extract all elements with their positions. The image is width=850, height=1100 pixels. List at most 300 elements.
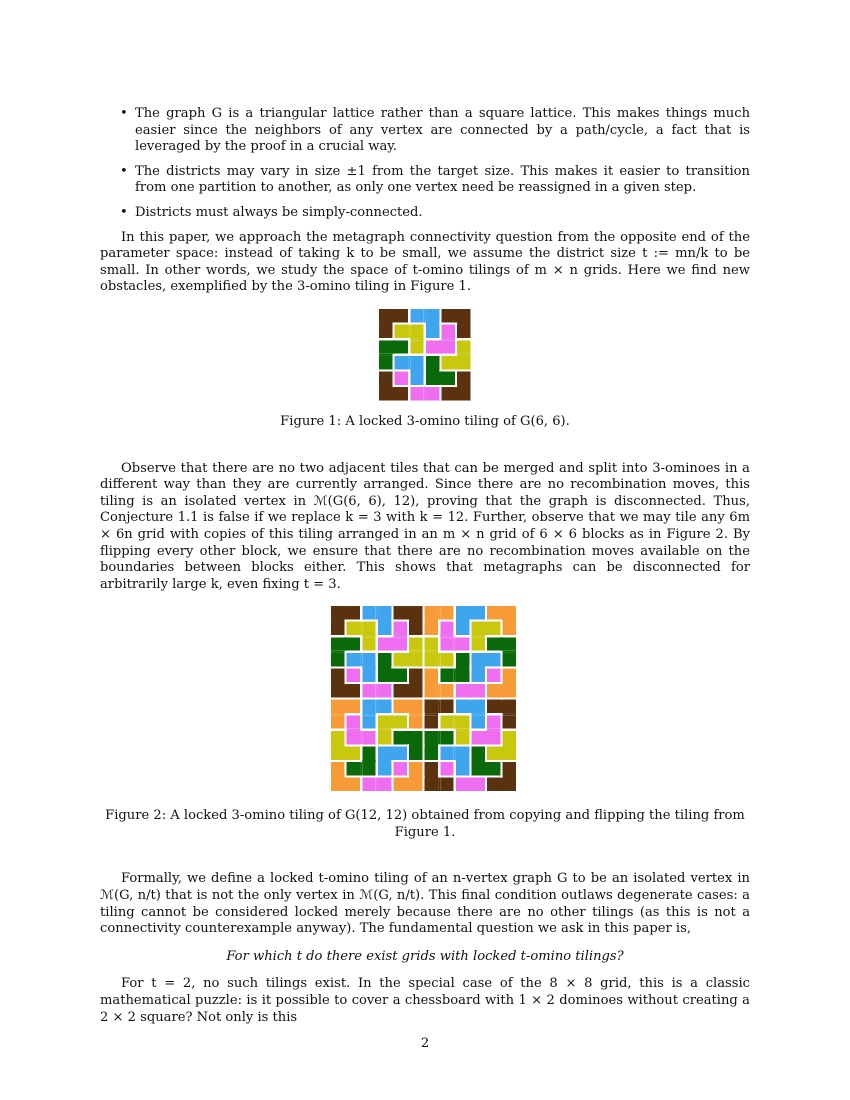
tile-seam [502, 682, 515, 684]
tile-seam [500, 747, 502, 760]
tile-cell [455, 669, 468, 682]
paragraph-intro: In this paper, we approach the metagraph connectivity question from the opposite end of the parameter space: instead of taking k to be small, we assume the district size t := mn/k to be small. In other words, we study the space of t-omino tilings of m × n grids. Here we find new obstacles, exemplified by the 3-omino tiling in Figure 1. [100, 229, 750, 295]
page-number: 2 [420, 1036, 430, 1051]
figure-1 [100, 308, 750, 431]
tile-seam [410, 338, 423, 340]
tile-cell [424, 638, 437, 651]
tile-seam [391, 747, 393, 760]
tile-cell [346, 653, 359, 666]
tile-cell [424, 731, 437, 744]
tile-seam [331, 713, 344, 715]
tile-seam [406, 700, 408, 713]
tile-cell [410, 387, 423, 400]
tile-cell [331, 622, 344, 635]
tile-cell [471, 684, 484, 697]
tile-cell [426, 340, 439, 353]
tile-seam [360, 622, 362, 635]
tile-cell [362, 731, 375, 744]
tile-cell [471, 638, 484, 651]
tile-cell [377, 731, 390, 744]
tile-seam [500, 638, 502, 651]
tile-seam [409, 745, 422, 747]
tile-cell [346, 606, 359, 619]
bullet-item [100, 205, 750, 222]
tile-cell [455, 762, 468, 775]
tile-cell [409, 638, 422, 651]
tile-seam [391, 669, 393, 682]
tile-cell [424, 669, 437, 682]
tile-seam [424, 620, 437, 622]
tile-cell [377, 669, 390, 682]
tile-cell [377, 778, 390, 791]
tile-seam [457, 385, 470, 387]
tile-cell [409, 731, 422, 744]
tile-cell [455, 700, 468, 713]
bullet-text: The districts may vary in size ±1 from the target size. This makes it easier to transition from one partition to another, as only one vertex need be reassigned in a given step. [135, 163, 750, 196]
tile-cell [424, 622, 437, 635]
tile-seam [424, 713, 437, 715]
tile-seam [500, 606, 502, 619]
tile-cell [487, 747, 500, 760]
tile-cell [502, 606, 515, 619]
page-body [100, 100, 750, 1026]
tile-cell [379, 371, 392, 384]
tile-cell [487, 762, 500, 775]
tile-cell [455, 778, 468, 791]
tile-cell [424, 747, 437, 760]
tile-seam [500, 684, 502, 697]
tile-seam [377, 620, 390, 622]
tile-seam [406, 731, 408, 744]
tile-cell [426, 371, 439, 384]
tile-seam [424, 776, 437, 778]
tile-cell [362, 638, 375, 651]
tile-seam [393, 340, 395, 353]
tile-cell [440, 684, 453, 697]
tile-seam [344, 606, 346, 619]
tile-seam [408, 325, 410, 338]
tile-cell [331, 731, 344, 744]
tile-cell [362, 669, 375, 682]
tile-cell [487, 684, 500, 697]
tile-cell [426, 356, 439, 369]
tile-cell [502, 731, 515, 744]
tile-cell [471, 731, 484, 744]
tile-seam [375, 606, 377, 619]
tile-seam [362, 713, 375, 715]
tile-cell [377, 684, 390, 697]
tile-cell [502, 653, 515, 666]
tile-seam [500, 778, 502, 791]
tile-seam [442, 338, 455, 340]
tile-cell [424, 653, 437, 666]
tile-cell [377, 700, 390, 713]
tile-cell [410, 371, 423, 384]
tile-seam [409, 776, 422, 778]
tile-seam [424, 387, 426, 400]
tile-cell [377, 606, 390, 619]
tile-cell [471, 606, 484, 619]
tile-seam [455, 309, 457, 322]
tile-cell [502, 669, 515, 682]
tile-seam [331, 682, 344, 684]
tile-seam [439, 371, 441, 384]
tile-seam [406, 653, 408, 666]
bullet-item [100, 106, 750, 156]
tile-seam [439, 340, 441, 353]
tile-cell [393, 762, 406, 775]
tile-seam [469, 606, 471, 619]
paragraph-domino: For t = 2, no such tilings exist. In the special case of the 8 × 8 grid, this is a classic mathematical puzzle: is it possible to cover a chessboard with 1 × 2 dominoes without creating a 2 × 2 square? Not only is this [100, 976, 750, 1025]
paragraph-definition: Formally, we define a locked t-omino tiling of an n-vertex graph G to be an isolated vertex in ℳ(G, n/t) that is not the only vertex in ℳ(G, n/t). This final condition outlaws degenerate cases: a tiling cannot be considered locked merely because there are no other tilings (as this is not a connectivity counterexample anyway). The fundamental question we ask in this paper is, [100, 871, 750, 937]
tile-seam [391, 716, 393, 729]
tile-seam [455, 760, 468, 762]
tile-seam [331, 620, 344, 622]
tile-cell [426, 387, 439, 400]
tile-cell [442, 356, 455, 369]
tile-cell [362, 716, 375, 729]
tile-seam [484, 653, 486, 666]
tile-seam [408, 356, 410, 369]
tile-seam [360, 762, 362, 775]
tile-cell [379, 309, 392, 322]
tile-seam [393, 387, 395, 400]
tile-cell [471, 716, 484, 729]
tile-cell [362, 606, 375, 619]
tile-cell [487, 606, 500, 619]
tile-seam [438, 606, 440, 619]
tile-cell [442, 371, 455, 384]
tile-seam [500, 700, 502, 713]
tile-seam [379, 385, 392, 387]
tile-seam [393, 635, 406, 637]
tile-seam [344, 778, 346, 791]
tile-cell [346, 731, 359, 744]
tile-seam [471, 713, 484, 715]
central-question: For which t do there exist grids with locked t-omino tilings? [226, 948, 624, 964]
tile-seam [487, 729, 500, 731]
tile-seam [438, 700, 440, 713]
tile-cell [440, 653, 453, 666]
tile-seam [455, 356, 457, 369]
tile-cell [393, 638, 406, 651]
tile-cell [377, 762, 390, 775]
tile-cell [502, 716, 515, 729]
tile-cell [393, 653, 406, 666]
tile-cell [395, 340, 408, 353]
tile-cell [455, 638, 468, 651]
tile-seam [438, 778, 440, 791]
tile-seam [424, 682, 437, 684]
tile-cell [502, 747, 515, 760]
tile-seam [331, 776, 344, 778]
tile-seam [362, 667, 375, 669]
tile-seam [471, 760, 484, 762]
tile-cell [502, 638, 515, 651]
tile-cell [455, 731, 468, 744]
bullet-icon: • [120, 163, 128, 179]
tile-cell [393, 731, 406, 744]
tile-cell [502, 762, 515, 775]
tile-cell [379, 387, 392, 400]
tile-seam [393, 309, 395, 322]
tile-cell [409, 747, 422, 760]
tile-cell [440, 622, 453, 635]
tile-cell [426, 325, 439, 338]
tile-cell [457, 387, 470, 400]
tile-cell [393, 684, 406, 697]
tile-seam [344, 747, 346, 760]
tile-seam [409, 682, 422, 684]
tile-seam [455, 387, 457, 400]
tile-seam [406, 778, 408, 791]
tile-cell [426, 309, 439, 322]
tile-cell [377, 747, 390, 760]
figure-2 [100, 605, 750, 841]
tile-seam [424, 651, 437, 653]
tile-cell [440, 606, 453, 619]
tile-cell [457, 340, 470, 353]
tile-cell [393, 606, 406, 619]
tile-cell [362, 778, 375, 791]
tile-cell [457, 325, 470, 338]
tile-cell [362, 700, 375, 713]
tile-cell [331, 684, 344, 697]
bullet-icon: • [120, 106, 128, 121]
tile-seam [453, 669, 455, 682]
tile-seam [469, 700, 471, 713]
tile-cell [346, 622, 359, 635]
tile-seam [502, 745, 515, 747]
tile-seam [453, 638, 455, 651]
tile-cell [331, 747, 344, 760]
tile-cell [331, 606, 344, 619]
tile-seam [484, 622, 486, 635]
tile-seam [455, 620, 468, 622]
tile-cell [455, 747, 468, 760]
tile-seam [331, 745, 344, 747]
tile-cell [409, 606, 422, 619]
tile-cell [346, 747, 359, 760]
tile-seam [453, 716, 455, 729]
tile-seam [391, 638, 393, 651]
tile-seam [502, 776, 515, 778]
tile-cell [331, 669, 344, 682]
tile-cell [455, 684, 468, 697]
tile-cell [395, 325, 408, 338]
tile-cell [442, 309, 455, 322]
tile-seam [379, 354, 392, 356]
tile-cell [377, 622, 390, 635]
tile-cell [457, 309, 470, 322]
tile-cell [487, 669, 500, 682]
assumption-list [100, 106, 750, 222]
tile-seam [410, 369, 423, 371]
tile-cell [393, 622, 406, 635]
tile-seam [344, 684, 346, 697]
tile-cell [410, 340, 423, 353]
tile-seam [502, 620, 515, 622]
tile-seam [409, 651, 422, 653]
tile-cell [379, 325, 392, 338]
tile-cell [377, 638, 390, 651]
tile-cell [331, 716, 344, 729]
tile-cell [487, 638, 500, 651]
tile-cell [455, 622, 468, 635]
tile-seam [438, 653, 440, 666]
tile-seam [406, 684, 408, 697]
tile-cell [395, 309, 408, 322]
tile-seam [469, 778, 471, 791]
tile-cell [442, 325, 455, 338]
tile-seam [457, 354, 470, 356]
tile-seam [331, 651, 344, 653]
tile-cell [424, 762, 437, 775]
tile-cell [424, 778, 437, 791]
tile-cell [455, 653, 468, 666]
tile-seam [471, 635, 484, 637]
tile-seam [409, 713, 422, 715]
figure-2-tiling [330, 605, 521, 796]
tile-seam [362, 760, 375, 762]
tile-cell [346, 778, 359, 791]
bullet-item [100, 164, 750, 197]
tile-cell [393, 700, 406, 713]
tile-cell [362, 762, 375, 775]
tile-seam [424, 309, 426, 322]
tile-cell [502, 684, 515, 697]
tile-seam [502, 651, 515, 653]
tile-cell [502, 778, 515, 791]
tile-seam [438, 684, 440, 697]
tile-cell [440, 716, 453, 729]
tile-seam [426, 369, 439, 371]
tile-cell [487, 731, 500, 744]
tile-cell [395, 356, 408, 369]
tile-seam [362, 635, 375, 637]
tile-cell [457, 371, 470, 384]
tile-seam [379, 322, 392, 324]
tile-cell [471, 747, 484, 760]
tile-cell [393, 669, 406, 682]
tile-seam [502, 713, 515, 715]
tile-seam [471, 667, 484, 669]
tile-cell [410, 325, 423, 338]
bullet-icon: • [120, 204, 128, 220]
tile-cell [362, 653, 375, 666]
tile-cell [424, 684, 437, 697]
tile-cell [471, 778, 484, 791]
tile-seam [453, 747, 455, 760]
tile-seam [469, 684, 471, 697]
tile-cell [409, 622, 422, 635]
tile-seam [426, 322, 439, 324]
tile-cell [362, 684, 375, 697]
tile-cell [440, 747, 453, 760]
figure-1-tiling [378, 308, 472, 402]
tile-cell [440, 700, 453, 713]
tile-cell [409, 669, 422, 682]
tile-seam [375, 684, 377, 697]
tile-seam [440, 635, 453, 637]
tile-seam [406, 606, 408, 619]
tile-cell [410, 356, 423, 369]
tile-cell [424, 700, 437, 713]
tile-cell [424, 606, 437, 619]
tile-cell [346, 700, 359, 713]
tile-cell [471, 622, 484, 635]
tile-cell [457, 356, 470, 369]
tile-cell [455, 606, 468, 619]
tile-cell [409, 716, 422, 729]
tile-cell [409, 700, 422, 713]
tile-seam [375, 778, 377, 791]
tile-cell [379, 356, 392, 369]
tile-cell [442, 340, 455, 353]
tile-cell [395, 371, 408, 384]
tile-seam [377, 760, 390, 762]
tile-cell [410, 309, 423, 322]
tile-cell [440, 731, 453, 744]
tile-seam [455, 729, 468, 731]
tile-cell [331, 638, 344, 651]
bullet-text: The graph G is a triangular lattice rather than a square lattice. This makes things much easier since the neighbors of any vertex are connected by a path/cycle, a fact that is leveraged by the proof in a crucial way. [135, 106, 750, 155]
tile-cell [409, 762, 422, 775]
tile-cell [379, 340, 392, 353]
tile-seam [360, 653, 362, 666]
tile-cell [487, 778, 500, 791]
figure-1-caption: Figure 1: A locked 3-omino tiling of G(6, 6). [280, 413, 570, 429]
tile-cell [424, 716, 437, 729]
figure-2-caption: Figure 2: A locked 3-omino tiling of G(12, 12) obtained from copying and flipping the tiling from Figure 1. [105, 808, 745, 840]
bullet-text: Districts must always be simply-connected. [135, 204, 423, 220]
tile-cell [440, 762, 453, 775]
tile-seam [455, 667, 468, 669]
tile-cell [440, 638, 453, 651]
tile-cell [409, 778, 422, 791]
tile-cell [362, 747, 375, 760]
tile-seam [409, 620, 422, 622]
tile-cell [487, 700, 500, 713]
tile-cell [393, 716, 406, 729]
tile-cell [502, 700, 515, 713]
tile-seam [344, 638, 346, 651]
tile-seam [377, 667, 390, 669]
tile-seam [375, 700, 377, 713]
tile-cell [471, 700, 484, 713]
tile-cell [471, 653, 484, 666]
paragraph-observe: Observe that there are no two adjacent tiles that can be merged and split into 3-ominoes in a different way than they are currently arranged. Since there are no recombination moves, this tiling is an isolated vertex in ℳ(G(6, 6), 12), proving that the graph is disconnected. Thus, Conjecture 1.1 is false if we replace k = 3 with k = 12. Further, observe that we may tile any 6m × 6n grid with copies of this tiling arranged in an m × n grid of 6 × 6 blocks as in Figure 2. By flipping every other block, we ensure that there are no recombination moves available on the boundaries between blocks either. This shows that metagraphs can be disconnected for arbitrarily large k, even fixing t = 3. [100, 460, 750, 592]
tile-cell [442, 387, 455, 400]
tile-cell [393, 747, 406, 760]
tile-cell [362, 622, 375, 635]
tile-cell [331, 700, 344, 713]
tile-cell [440, 778, 453, 791]
tile-seam [484, 762, 486, 775]
tile-seam [438, 731, 440, 744]
tile-cell [346, 669, 359, 682]
tile-cell [487, 622, 500, 635]
tile-cell [487, 653, 500, 666]
tile-cell [346, 716, 359, 729]
tile-cell [487, 716, 500, 729]
tile-seam [346, 729, 359, 731]
tile-seam [424, 745, 437, 747]
tile-cell [377, 716, 390, 729]
tile-seam [344, 700, 346, 713]
tile-cell [395, 387, 408, 400]
tile-cell [346, 762, 359, 775]
